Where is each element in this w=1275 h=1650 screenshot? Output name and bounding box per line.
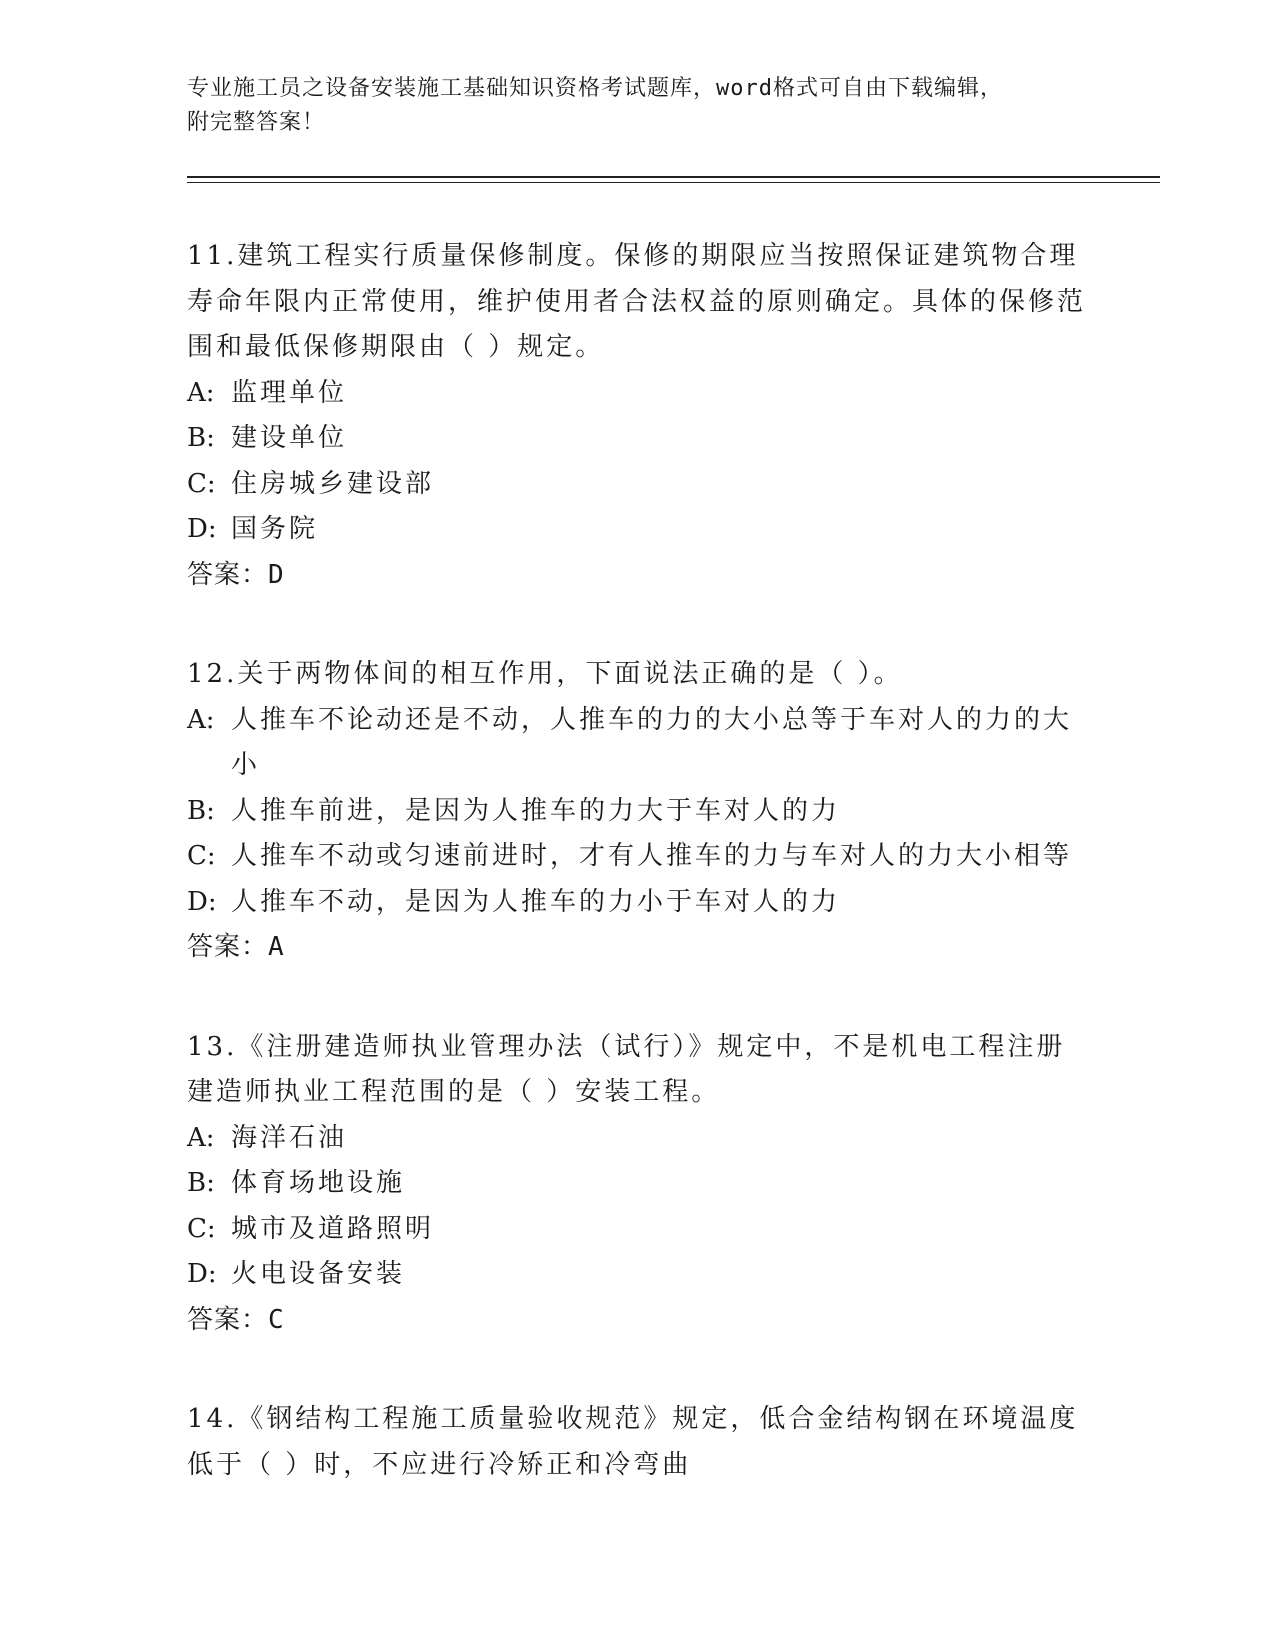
option-text: 人推车不论动还是不动，人推车的力的大小总等于车对人的力的大小 bbox=[231, 704, 1073, 780]
option-a bbox=[187, 1116, 1087, 1162]
question-stem: 《钢结构工程施工质量验收规范》规定，低合金结构钢在环境温度低于（ ）时，不应进行冷矫正和冷弯曲 bbox=[187, 1404, 1079, 1480]
answer-value: D bbox=[268, 559, 285, 590]
answer-line bbox=[187, 553, 1087, 599]
option-text: 人推车前进，是因为人推车的力大于车对人的力 bbox=[231, 795, 841, 826]
question-number: 11. bbox=[187, 241, 238, 271]
option-b bbox=[187, 1161, 1087, 1207]
question-text bbox=[187, 1025, 1087, 1116]
option-text: 住房城乡建设部 bbox=[231, 468, 435, 499]
option-text: 国务院 bbox=[231, 514, 319, 544]
option-text: 海洋石油 bbox=[231, 1122, 348, 1153]
answer-label: 答案： bbox=[187, 1304, 269, 1335]
option-letter: A: bbox=[187, 704, 215, 735]
header-line-1: 专业施工员之设备安装施工基础知识资格考试题库，word格式可自由下载编辑， bbox=[187, 76, 1003, 101]
header-divider-thick bbox=[187, 176, 1160, 178]
option-c bbox=[187, 462, 1087, 508]
option-d bbox=[187, 880, 1087, 926]
answer-line bbox=[187, 925, 1087, 971]
option-d bbox=[187, 1252, 1087, 1298]
question-13 bbox=[187, 1025, 1087, 1344]
option-text: 火电设备安装 bbox=[231, 1259, 406, 1289]
option-b bbox=[187, 789, 1087, 835]
option-letter: C: bbox=[187, 468, 216, 499]
question-stem: 关于两物体间的相互作用，下面说法正确的是（ ）。 bbox=[237, 659, 903, 689]
header-line-2: 附完整答案！ bbox=[187, 110, 326, 135]
question-number: 12. bbox=[187, 659, 238, 689]
answer-value: C bbox=[268, 1304, 285, 1335]
option-letter: D: bbox=[187, 1259, 217, 1289]
option-c bbox=[187, 834, 1087, 880]
answer-label: 答案： bbox=[187, 559, 269, 590]
question-number: 14. bbox=[187, 1404, 238, 1434]
answer-value: A bbox=[268, 932, 285, 962]
answer-label: 答案： bbox=[187, 932, 269, 962]
option-d bbox=[187, 507, 1087, 553]
question-text bbox=[187, 1397, 1087, 1488]
option-letter: A: bbox=[187, 1122, 215, 1153]
question-text bbox=[187, 652, 1087, 698]
question-14 bbox=[187, 1397, 1087, 1488]
option-letter: D: bbox=[187, 514, 217, 544]
question-number: 13. bbox=[187, 1031, 238, 1062]
option-letter: C: bbox=[187, 841, 216, 871]
option-a bbox=[187, 698, 1087, 789]
option-text: 人推车不动，是因为人推车的力小于车对人的力 bbox=[231, 886, 841, 917]
question-text bbox=[187, 234, 1087, 371]
option-letter: B: bbox=[187, 795, 215, 826]
option-letter: B: bbox=[187, 423, 215, 453]
option-b bbox=[187, 416, 1087, 462]
option-c bbox=[187, 1207, 1087, 1253]
option-a bbox=[187, 371, 1087, 417]
question-stem: 《注册建造师执业管理办法（试行）》规定中，不是机电工程注册建造师执业工程范围的是（ ）安装工程。 bbox=[187, 1031, 1066, 1107]
question-stem: 建筑工程实行质量保修制度。保修的期限应当按照保证建筑物合理寿命年限内正常使用，维护使用者合法权益的原则确定。具体的保修范围和最低保修期限由（ ）规定。 bbox=[187, 241, 1087, 362]
option-text: 人推车不动或匀速前进时，才有人推车的力与车对人的力大小相等 bbox=[231, 841, 1073, 871]
question-list bbox=[187, 234, 1087, 1542]
option-text: 监理单位 bbox=[231, 377, 348, 408]
answer-line bbox=[187, 1298, 1087, 1344]
option-letter: C: bbox=[187, 1213, 216, 1244]
option-letter: B: bbox=[187, 1168, 215, 1198]
document-header bbox=[187, 72, 1067, 140]
option-letter: D: bbox=[187, 886, 217, 917]
option-text: 城市及道路照明 bbox=[231, 1213, 435, 1244]
option-text: 建设单位 bbox=[231, 423, 348, 453]
header-divider-thin bbox=[187, 182, 1160, 183]
option-letter: A: bbox=[187, 377, 215, 408]
option-text: 体育场地设施 bbox=[231, 1168, 406, 1198]
question-12 bbox=[187, 652, 1087, 971]
question-11 bbox=[187, 234, 1087, 598]
